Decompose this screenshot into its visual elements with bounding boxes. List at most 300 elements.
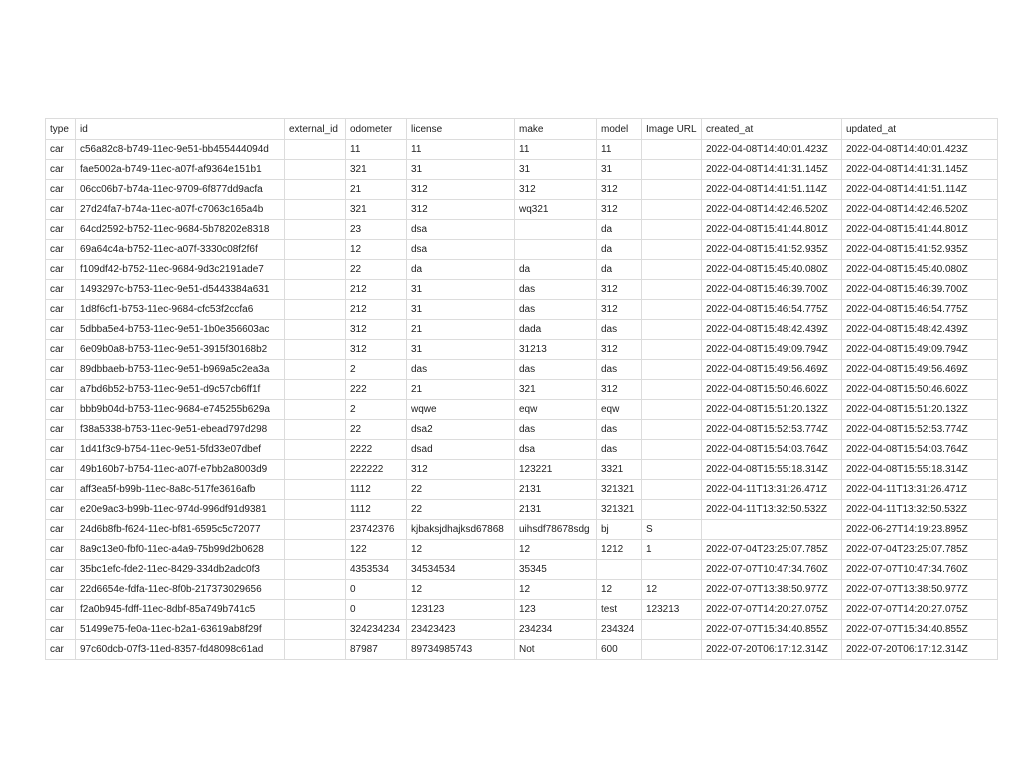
cell-external-id (285, 500, 346, 520)
cell-odometer: 2 (346, 400, 407, 420)
column-header-id: id (76, 119, 285, 140)
cell-license: das (407, 360, 515, 380)
cell-updated-at: 2022-04-08T15:41:52.935Z (842, 240, 998, 260)
cell-image-url (642, 460, 702, 480)
cell-id: 22d6654e-fdfa-11ec-8f0b-217373029656 (76, 580, 285, 600)
cell-type: car (46, 580, 76, 600)
cell-created-at: 2022-04-08T15:48:42.439Z (702, 320, 842, 340)
cell-license: 11 (407, 140, 515, 160)
cell-external-id (285, 600, 346, 620)
table-row (46, 140, 998, 160)
cell-model: 312 (597, 340, 642, 360)
cell-external-id (285, 380, 346, 400)
table-row (46, 360, 998, 380)
cell-id: f2a0b945-fdff-11ec-8dbf-85a749b741c5 (76, 600, 285, 620)
cell-license: 31 (407, 300, 515, 320)
cell-license: 12 (407, 580, 515, 600)
cell-odometer: 212 (346, 280, 407, 300)
cell-created-at: 2022-07-07T14:20:27.075Z (702, 600, 842, 620)
cell-odometer: 324234234 (346, 620, 407, 640)
cell-updated-at: 2022-04-08T15:51:20.132Z (842, 400, 998, 420)
cell-type: car (46, 600, 76, 620)
cell-odometer: 0 (346, 600, 407, 620)
cell-odometer: 22 (346, 420, 407, 440)
cell-odometer: 23 (346, 220, 407, 240)
cell-updated-at: 2022-04-11T13:32:50.532Z (842, 500, 998, 520)
cell-id: a7bd6b52-b753-11ec-9e51-d9c57cb6ff1f (76, 380, 285, 400)
cell-image-url (642, 180, 702, 200)
cell-created-at: 2022-04-11T13:32:50.532Z (702, 500, 842, 520)
cell-model: 312 (597, 300, 642, 320)
cell-image-url (642, 620, 702, 640)
column-header-model: model (597, 119, 642, 140)
table-row (46, 400, 998, 420)
cell-id: 89dbbaeb-b753-11ec-9e51-b969a5c2ea3a (76, 360, 285, 380)
cell-created-at: 2022-04-08T15:45:40.080Z (702, 260, 842, 280)
cell-id: 69a64c4a-b752-11ec-a07f-3330c08f2f6f (76, 240, 285, 260)
column-header-odometer: odometer (346, 119, 407, 140)
table-row (46, 620, 998, 640)
cell-image-url (642, 280, 702, 300)
cell-model: 312 (597, 380, 642, 400)
cell-odometer: 1112 (346, 500, 407, 520)
cell-image-url (642, 640, 702, 660)
cell-created-at: 2022-04-08T15:49:09.794Z (702, 340, 842, 360)
cell-id: 1493297c-b753-11ec-9e51-d5443384a631 (76, 280, 285, 300)
cell-updated-at: 2022-04-08T14:40:01.423Z (842, 140, 998, 160)
cell-image-url: 123213 (642, 600, 702, 620)
cell-odometer: 321 (346, 200, 407, 220)
table-row (46, 220, 998, 240)
cell-odometer: 222222 (346, 460, 407, 480)
cell-model: da (597, 220, 642, 240)
cell-updated-at: 2022-04-08T15:52:53.774Z (842, 420, 998, 440)
cell-type: car (46, 260, 76, 280)
cell-license: 22 (407, 480, 515, 500)
column-header-image-url: Image URL (642, 119, 702, 140)
cell-make (515, 220, 597, 240)
table-body (46, 140, 998, 660)
cell-license: kjbaksjdhajksd67868 (407, 520, 515, 540)
cell-model: das (597, 320, 642, 340)
cell-created-at: 2022-04-08T14:40:01.423Z (702, 140, 842, 160)
cell-model: eqw (597, 400, 642, 420)
cell-odometer: 11 (346, 140, 407, 160)
cell-external-id (285, 640, 346, 660)
cell-external-id (285, 480, 346, 500)
cell-id: bbb9b04d-b753-11ec-9684-e745255b629a (76, 400, 285, 420)
cell-created-at: 2022-04-08T15:41:52.935Z (702, 240, 842, 260)
cell-id: 97c60dcb-07f3-11ed-8357-fd48098c61ad (76, 640, 285, 660)
cell-updated-at: 2022-04-08T14:41:31.145Z (842, 160, 998, 180)
cell-model: das (597, 440, 642, 460)
cell-updated-at: 2022-04-08T15:48:42.439Z (842, 320, 998, 340)
cell-created-at: 2022-04-08T15:46:39.700Z (702, 280, 842, 300)
cell-external-id (285, 580, 346, 600)
cell-model: 12 (597, 580, 642, 600)
table-row (46, 500, 998, 520)
cell-type: car (46, 540, 76, 560)
cell-license: 21 (407, 320, 515, 340)
cell-created-at: 2022-04-08T14:42:46.520Z (702, 200, 842, 220)
cell-created-at: 2022-07-07T13:38:50.977Z (702, 580, 842, 600)
cell-model: 3321 (597, 460, 642, 480)
table-row (46, 640, 998, 660)
cell-image-url (642, 200, 702, 220)
cell-type: car (46, 400, 76, 420)
cell-type: car (46, 440, 76, 460)
cell-updated-at: 2022-04-11T13:31:26.471Z (842, 480, 998, 500)
table-row (46, 440, 998, 460)
cell-image-url (642, 380, 702, 400)
cell-model: das (597, 360, 642, 380)
cell-model: 321321 (597, 480, 642, 500)
cell-created-at: 2022-07-20T06:17:12.314Z (702, 640, 842, 660)
table-row (46, 200, 998, 220)
table-row (46, 260, 998, 280)
cell-id: 6e09b0a8-b753-11ec-9e51-3915f30168b2 (76, 340, 285, 360)
cell-external-id (285, 160, 346, 180)
cell-type: car (46, 480, 76, 500)
cell-created-at: 2022-04-08T14:41:51.114Z (702, 180, 842, 200)
cell-updated-at: 2022-07-07T15:34:40.855Z (842, 620, 998, 640)
cell-external-id (285, 420, 346, 440)
table-row (46, 480, 998, 500)
cell-id: 1d8f6cf1-b753-11ec-9684-cfc53f2ccfa6 (76, 300, 285, 320)
cell-type: car (46, 560, 76, 580)
data-table (45, 118, 998, 660)
table-row (46, 460, 998, 480)
cell-odometer: 21 (346, 180, 407, 200)
cell-make: wq321 (515, 200, 597, 220)
table-row (46, 300, 998, 320)
cell-external-id (285, 440, 346, 460)
cell-updated-at: 2022-04-08T14:42:46.520Z (842, 200, 998, 220)
cell-make: eqw (515, 400, 597, 420)
table-row (46, 420, 998, 440)
column-header-created-at: created_at (702, 119, 842, 140)
cell-image-url (642, 240, 702, 260)
cell-license: 34534534 (407, 560, 515, 580)
cell-updated-at: 2022-04-08T14:41:51.114Z (842, 180, 998, 200)
table-row (46, 560, 998, 580)
cell-created-at: 2022-07-04T23:25:07.785Z (702, 540, 842, 560)
cell-license: dsa (407, 240, 515, 260)
cell-type: car (46, 220, 76, 240)
cell-make: das (515, 360, 597, 380)
cell-external-id (285, 280, 346, 300)
cell-license: dsad (407, 440, 515, 460)
cell-external-id (285, 200, 346, 220)
cell-id: aff3ea5f-b99b-11ec-8a8c-517fe3616afb (76, 480, 285, 500)
cell-type: car (46, 160, 76, 180)
cell-type: car (46, 240, 76, 260)
cell-license: 31 (407, 340, 515, 360)
cell-id: 1d41f3c9-b754-11ec-9e51-5fd33e07dbef (76, 440, 285, 460)
cell-updated-at: 2022-04-08T15:50:46.602Z (842, 380, 998, 400)
cell-image-url (642, 320, 702, 340)
cell-image-url (642, 420, 702, 440)
cell-external-id (285, 140, 346, 160)
cell-license: 312 (407, 460, 515, 480)
cell-id: 27d24fa7-b74a-11ec-a07f-c7063c165a4b (76, 200, 285, 220)
cell-created-at: 2022-04-08T14:41:31.145Z (702, 160, 842, 180)
cell-make: 35345 (515, 560, 597, 580)
cell-id: e20e9ac3-b99b-11ec-974d-996df91d9381 (76, 500, 285, 520)
cell-model: 234324 (597, 620, 642, 640)
cell-created-at: 2022-04-08T15:50:46.602Z (702, 380, 842, 400)
cell-model: 31 (597, 160, 642, 180)
cell-make: 234234 (515, 620, 597, 640)
table-container (45, 118, 1024, 660)
cell-updated-at: 2022-07-07T14:20:27.075Z (842, 600, 998, 620)
cell-make: uihsdf78678sdg (515, 520, 597, 540)
cell-make: 12 (515, 580, 597, 600)
cell-updated-at: 2022-06-27T14:19:23.895Z (842, 520, 998, 540)
cell-updated-at: 2022-04-08T15:55:18.314Z (842, 460, 998, 480)
cell-make: 2131 (515, 480, 597, 500)
cell-type: car (46, 380, 76, 400)
cell-make (515, 240, 597, 260)
cell-make: 11 (515, 140, 597, 160)
column-header-license: license (407, 119, 515, 140)
cell-id: f38a5338-b753-11ec-9e51-ebead797d298 (76, 420, 285, 440)
table-row (46, 520, 998, 540)
cell-license: dsa (407, 220, 515, 240)
cell-image-url (642, 260, 702, 280)
cell-model: 11 (597, 140, 642, 160)
cell-make: das (515, 280, 597, 300)
cell-external-id (285, 520, 346, 540)
cell-model: bj (597, 520, 642, 540)
cell-id: 8a9c13e0-fbf0-11ec-a4a9-75b99d2b0628 (76, 540, 285, 560)
cell-make: 31 (515, 160, 597, 180)
cell-created-at: 2022-04-08T15:54:03.764Z (702, 440, 842, 460)
cell-id: 64cd2592-b752-11ec-9684-5b78202e8318 (76, 220, 285, 240)
cell-created-at: 2022-07-07T10:47:34.760Z (702, 560, 842, 580)
table-row (46, 180, 998, 200)
cell-make: das (515, 300, 597, 320)
cell-odometer: 2222 (346, 440, 407, 460)
cell-odometer: 0 (346, 580, 407, 600)
cell-type: car (46, 360, 76, 380)
table-row (46, 580, 998, 600)
cell-updated-at: 2022-04-08T15:49:56.469Z (842, 360, 998, 380)
cell-license: 89734985743 (407, 640, 515, 660)
cell-type: car (46, 460, 76, 480)
cell-make: 321 (515, 380, 597, 400)
cell-odometer: 222 (346, 380, 407, 400)
cell-license: 312 (407, 200, 515, 220)
cell-license: 31 (407, 280, 515, 300)
cell-model: 1212 (597, 540, 642, 560)
cell-external-id (285, 220, 346, 240)
cell-make: 2131 (515, 500, 597, 520)
cell-license: 31 (407, 160, 515, 180)
cell-created-at: 2022-07-07T15:34:40.855Z (702, 620, 842, 640)
header-row (46, 119, 998, 140)
cell-updated-at: 2022-04-08T15:49:09.794Z (842, 340, 998, 360)
cell-type: car (46, 500, 76, 520)
cell-image-url: S (642, 520, 702, 540)
cell-id: 24d6b8fb-f624-11ec-bf81-6595c5c72077 (76, 520, 285, 540)
table-row (46, 380, 998, 400)
cell-id: 06cc06b7-b74a-11ec-9709-6f877dd9acfa (76, 180, 285, 200)
cell-image-url (642, 560, 702, 580)
table-row (46, 540, 998, 560)
cell-updated-at: 2022-07-07T13:38:50.977Z (842, 580, 998, 600)
cell-make: Not (515, 640, 597, 660)
cell-type: car (46, 520, 76, 540)
cell-odometer: 122 (346, 540, 407, 560)
cell-image-url: 12 (642, 580, 702, 600)
cell-external-id (285, 340, 346, 360)
cell-model: 312 (597, 180, 642, 200)
table-row (46, 240, 998, 260)
cell-external-id (285, 180, 346, 200)
cell-created-at: 2022-04-11T13:31:26.471Z (702, 480, 842, 500)
cell-model (597, 560, 642, 580)
cell-type: car (46, 340, 76, 360)
cell-updated-at: 2022-07-07T10:47:34.760Z (842, 560, 998, 580)
cell-id: 5dbba5e4-b753-11ec-9e51-1b0e356603ac (76, 320, 285, 340)
cell-updated-at: 2022-07-04T23:25:07.785Z (842, 540, 998, 560)
cell-created-at: 2022-04-08T15:51:20.132Z (702, 400, 842, 420)
cell-model: 600 (597, 640, 642, 660)
cell-make: dsa (515, 440, 597, 460)
cell-external-id (285, 240, 346, 260)
cell-updated-at: 2022-07-20T06:17:12.314Z (842, 640, 998, 660)
cell-license: dsa2 (407, 420, 515, 440)
column-header-type: type (46, 119, 76, 140)
cell-make: dada (515, 320, 597, 340)
cell-type: car (46, 300, 76, 320)
cell-odometer: 87987 (346, 640, 407, 660)
cell-type: car (46, 180, 76, 200)
table-row (46, 340, 998, 360)
cell-make: 123 (515, 600, 597, 620)
cell-license: wqwe (407, 400, 515, 420)
cell-type: car (46, 140, 76, 160)
cell-image-url (642, 300, 702, 320)
cell-odometer: 2 (346, 360, 407, 380)
table-row (46, 160, 998, 180)
cell-model: da (597, 240, 642, 260)
cell-image-url (642, 400, 702, 420)
cell-id: 49b160b7-b754-11ec-a07f-e7bb2a8003d9 (76, 460, 285, 480)
cell-make: 31213 (515, 340, 597, 360)
table-row (46, 320, 998, 340)
cell-type: car (46, 200, 76, 220)
cell-image-url (642, 480, 702, 500)
cell-image-url (642, 500, 702, 520)
cell-make: das (515, 420, 597, 440)
cell-external-id (285, 360, 346, 380)
cell-odometer: 212 (346, 300, 407, 320)
cell-image-url (642, 340, 702, 360)
cell-external-id (285, 620, 346, 640)
cell-make: da (515, 260, 597, 280)
cell-license: 22 (407, 500, 515, 520)
column-header-updated-at: updated_at (842, 119, 998, 140)
cell-image-url (642, 140, 702, 160)
table-row (46, 600, 998, 620)
cell-model: 312 (597, 280, 642, 300)
cell-id: 51499e75-fe0a-11ec-b2a1-63619ab8f29f (76, 620, 285, 640)
cell-license: da (407, 260, 515, 280)
cell-external-id (285, 260, 346, 280)
cell-updated-at: 2022-04-08T15:41:44.801Z (842, 220, 998, 240)
cell-id: f109df42-b752-11ec-9684-9d3c2191ade7 (76, 260, 285, 280)
cell-license: 12 (407, 540, 515, 560)
cell-created-at: 2022-04-08T15:41:44.801Z (702, 220, 842, 240)
cell-odometer: 321 (346, 160, 407, 180)
table-row (46, 280, 998, 300)
cell-model: 312 (597, 200, 642, 220)
cell-license: 312 (407, 180, 515, 200)
cell-make: 12 (515, 540, 597, 560)
cell-image-url: 1 (642, 540, 702, 560)
cell-external-id (285, 320, 346, 340)
cell-odometer: 1112 (346, 480, 407, 500)
cell-image-url (642, 160, 702, 180)
cell-updated-at: 2022-04-08T15:46:39.700Z (842, 280, 998, 300)
cell-created-at: 2022-04-08T15:55:18.314Z (702, 460, 842, 480)
cell-type: car (46, 420, 76, 440)
cell-external-id (285, 400, 346, 420)
column-header-external-id: external_id (285, 119, 346, 140)
cell-type: car (46, 640, 76, 660)
cell-external-id (285, 460, 346, 480)
cell-license: 23423423 (407, 620, 515, 640)
cell-odometer: 4353534 (346, 560, 407, 580)
cell-created-at: 2022-04-08T15:49:56.469Z (702, 360, 842, 380)
cell-model: 321321 (597, 500, 642, 520)
cell-type: car (46, 280, 76, 300)
table-header (46, 119, 998, 140)
cell-updated-at: 2022-04-08T15:54:03.764Z (842, 440, 998, 460)
cell-updated-at: 2022-04-08T15:46:54.775Z (842, 300, 998, 320)
cell-external-id (285, 540, 346, 560)
cell-id: c56a82c8-b749-11ec-9e51-bb455444094d (76, 140, 285, 160)
cell-id: 35bc1efc-fde2-11ec-8429-334db2adc0f3 (76, 560, 285, 580)
cell-external-id (285, 300, 346, 320)
cell-make: 123221 (515, 460, 597, 480)
cell-license: 123123 (407, 600, 515, 620)
cell-odometer: 312 (346, 320, 407, 340)
cell-type: car (46, 320, 76, 340)
column-header-make: make (515, 119, 597, 140)
cell-image-url (642, 440, 702, 460)
cell-model: da (597, 260, 642, 280)
cell-odometer: 12 (346, 240, 407, 260)
cell-created-at: 2022-04-08T15:52:53.774Z (702, 420, 842, 440)
cell-id: fae5002a-b749-11ec-a07f-af9364e151b1 (76, 160, 285, 180)
cell-external-id (285, 560, 346, 580)
cell-created-at (702, 520, 842, 540)
cell-license: 21 (407, 380, 515, 400)
cell-image-url (642, 220, 702, 240)
cell-updated-at: 2022-04-08T15:45:40.080Z (842, 260, 998, 280)
cell-odometer: 23742376 (346, 520, 407, 540)
cell-make: 312 (515, 180, 597, 200)
cell-odometer: 22 (346, 260, 407, 280)
cell-model: test (597, 600, 642, 620)
cell-odometer: 312 (346, 340, 407, 360)
cell-created-at: 2022-04-08T15:46:54.775Z (702, 300, 842, 320)
cell-type: car (46, 620, 76, 640)
cell-model: das (597, 420, 642, 440)
